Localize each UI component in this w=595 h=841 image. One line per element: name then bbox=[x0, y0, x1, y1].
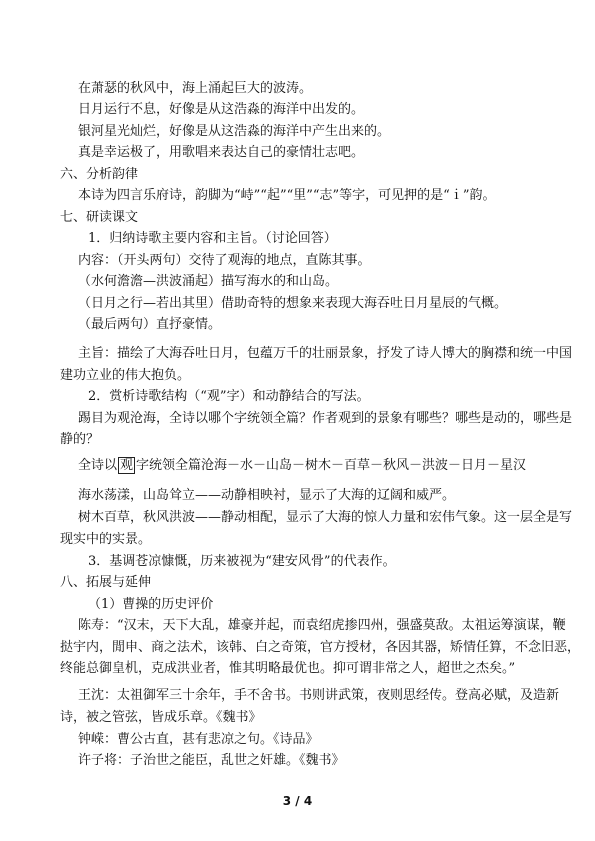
text-line: （日月之行—若出其里）借助奇特的想象来表现大海吞吐日月星辰的气概。 bbox=[78, 296, 508, 311]
structure-after: 字统领全篇沧海－水－山岛－树木－百草－秋风－洪波－日月－星汉 bbox=[136, 458, 527, 473]
text-line: 现实中的实景。 bbox=[60, 532, 152, 547]
page-number: 3 / 4 bbox=[282, 794, 313, 808]
text-line: 主旨：描绘了大海吞吐日月，包蕴万千的壮丽景象，抒发了诗人博大的胸襟和统一中国 bbox=[78, 346, 573, 361]
text-line: 日月运行不息，好像是从这浩淼的海洋中出发的。 bbox=[78, 102, 365, 117]
section-heading: 六、分析韵律 bbox=[60, 167, 139, 182]
text-line: （1）曹操的历史评价 bbox=[88, 597, 214, 612]
section-heading: 八、拓展与延伸 bbox=[60, 575, 152, 590]
text-line: 许子将：子治世之能臣，乱世之奸雄。《魏书》 bbox=[78, 753, 345, 768]
text-line: 树木百草，秋风洪波——静动相配，显示了大海的惊人力量和宏伟气象。这一层全是写 bbox=[78, 510, 573, 525]
text-line: 静的？ bbox=[60, 432, 100, 447]
boxed-character: 观 bbox=[120, 458, 134, 473]
text-line: 挞宇内，閒申、商之法术，该韩、白之奇策，官方授材，各因其器，矫情任算，不念旧恶， bbox=[60, 640, 581, 655]
text-line: 银河星光灿烂，好像是从这浩淼的海洋中产生出来的。 bbox=[78, 124, 391, 139]
text-line: 1．归纳诗歌主要内容和主旨。（讨论回答） bbox=[88, 231, 337, 246]
text-line: （水何澹澹—洪波涌起）描写海水的和山岛。 bbox=[78, 274, 339, 289]
text-line: 踢目为观沧海，全诗以哪个字统领全篇？作者观到的景象有哪些？哪些是动的，哪些是 bbox=[78, 411, 573, 426]
text-line: 王沈：太祖御军三十余年，手不舍书。书则讲武策，夜则思经传。登高必赋，及造新 bbox=[78, 688, 560, 703]
text-line: 诗，被之管弦，皆成乐章。《魏书》 bbox=[60, 710, 262, 725]
text-line: 海水荡漾，山岛耸立——动静相映衬，显示了大海的辽阔和威严。 bbox=[78, 488, 456, 503]
text-line: 终能总御皇机，克成洪业者，惟其明略最优也。抑可谓非常之人，超世之杰矣。” bbox=[60, 661, 516, 676]
text-line: 建功立业的伟大抱负。 bbox=[60, 368, 191, 383]
text-line: （最后两句）直抒豪情。 bbox=[78, 317, 222, 332]
structure-before: 全诗以 bbox=[78, 458, 118, 473]
text-line: 2．赏析诗歌结构（“观”字）和动静结合的写法。 bbox=[88, 389, 370, 404]
section-heading: 七、研读课文 bbox=[60, 210, 139, 225]
text-line: 本诗为四言乐府诗，韵脚为“峙”“起”“里”“志”等字，可见押的是“ｉ”韵。 bbox=[78, 188, 496, 203]
text-line: 在萧瑟的秋风中，海上涌起巨大的波涛。 bbox=[78, 81, 313, 96]
text-line: 钟嵘：曹公古直，甚有悲凉之句。《诗品》 bbox=[78, 732, 319, 747]
text-line: 陈寿：“汉末，天下大乱，雄豪并起，而袁绍虎掺四州，强盛莫敌。太祖运筹演谋，鞭 bbox=[78, 618, 566, 633]
structure-line bbox=[78, 457, 543, 475]
text-line: 3．基调苍凉慷慨，历来被视为“建安风骨”的代表作。 bbox=[88, 554, 396, 569]
text-line: 真是幸运极了，用歌唱来表达自己的豪情壮志吧。 bbox=[78, 145, 365, 160]
text-line: 内容：（开头两句）交待了观海的地点，直陈其事。 bbox=[78, 253, 371, 268]
